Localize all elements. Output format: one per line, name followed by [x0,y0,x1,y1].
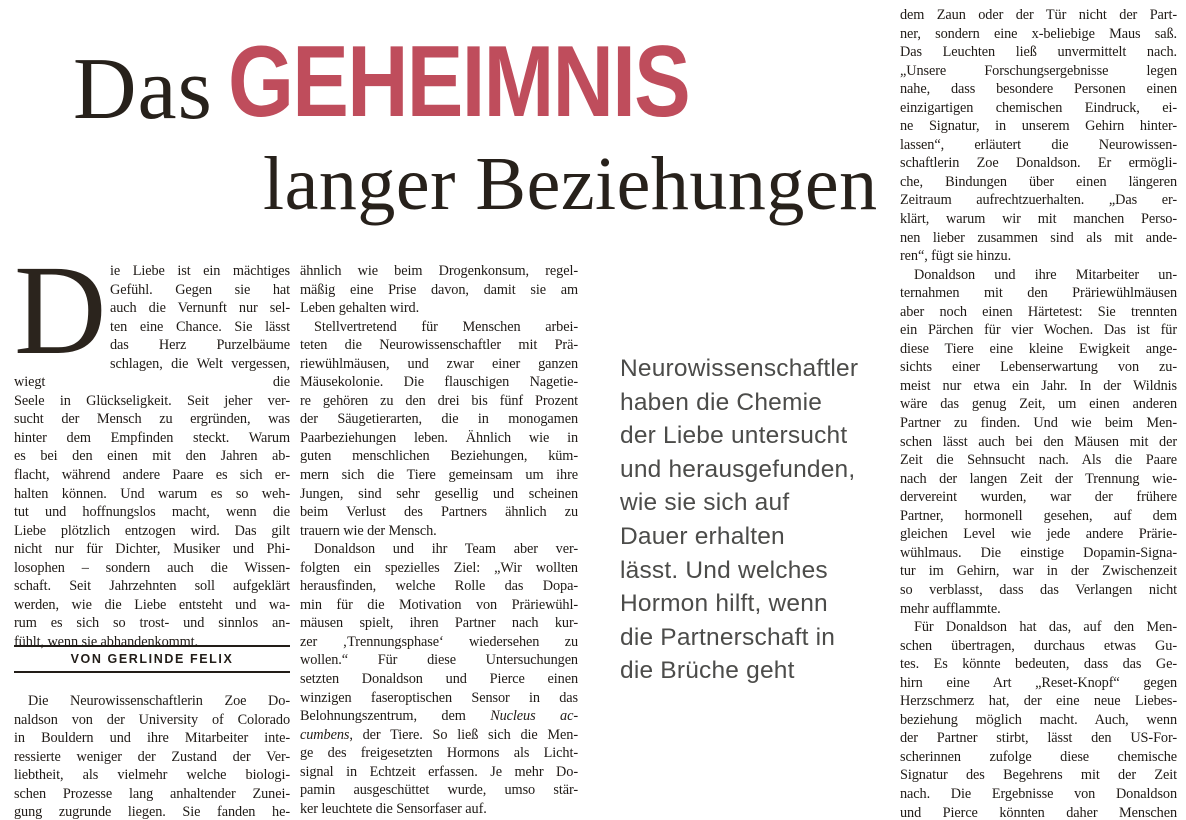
text-line: diese Tiere eine kleine Ewigkeit ange- [900,340,1177,357]
text-line: Donaldson und ihre Mitarbeiter un- [914,266,1177,283]
article-column-4 [900,6,1177,820]
text-line: guten menschlichen Beziehungen, küm- [300,448,578,465]
text-line: ne Signatur, in unserem Gehirn hinter- [900,118,1177,135]
text-line: lässt. Und welches [620,556,828,584]
text-line: nach. Die Ergebnisse von Donaldson [900,785,1177,802]
text-line: wühlmaus. Die einstige Dopamin-Signa- [900,544,1177,561]
text-line: hinter dem Empfinden steckt. Warum [14,429,290,446]
text-line: Liebe plötzlich entzogen wird. Das gilt [14,522,290,539]
text-line: ten eine Chance. Sie lässt [110,318,290,335]
text-line: losophen – sondern auch die Wissen- [14,559,290,576]
text-line: Paarbeziehungen leben. Ähnlich wie in [300,429,578,446]
text-line: ker leuchtete die Sensorfaser auf. [300,800,487,817]
text-line: nahe, dass besondere Personen einen [900,81,1177,98]
text-line: auch die Vernunft nur sel- [110,300,290,317]
text-line: herausfinden, welche Rolle das Dopa- [300,578,578,595]
text-line: beziehung möglich macht. Auch, wenn [900,711,1177,728]
text-line: aber noch einen Härtetest: Sie trennten [900,303,1177,320]
text-line: hirn eine Art „Reset-Knopf“ gegen [900,674,1177,691]
text-line: in Bouldern und ihre Mitarbeiter inte- [14,730,290,747]
text-line: Zeit die Sehnsucht nach. Als die Paare [900,452,1177,469]
article-column-1-top [14,239,290,651]
headline-word-das: Das [73,41,213,138]
text-line: schlagen, die Welt vergessen, wiegt die [14,355,290,391]
text-line: Partner, hormonell gesehen, auf dem [900,507,1177,524]
text-line: beim Verlust des Partners ähnlich zu [300,504,578,521]
text-line: schaft. Seit Jahrzehnten soll aufgeklärt [14,578,290,595]
text-line: „Unsere Forschungsergebnisse legen [900,62,1177,79]
text-line: meist nur etwa ein Jahr. In der Wildnis [900,377,1177,394]
text-line: schen Prozesse lang anhaltender Zunei- [14,785,290,802]
text-line: ge des freigesetzten Hormons als Licht- [300,745,578,762]
text-line: Stellvertretend für Menschen arbei- [314,318,578,335]
text-line: und Pierce könnten daher Menschen [900,804,1177,820]
text-line: klärt, warum wir mit manchen Perso- [900,211,1177,228]
text-line: rum es sich so trost- und sinnlos an- [14,615,290,632]
text-line: nen lieber zusammen sind als mit ande- [900,229,1177,246]
text-line: riewühlmäusen, und zwar einer ganzen [300,355,578,372]
text-line: Neurowissenschaftler [620,355,859,382]
article-column-2 [300,262,578,818]
text-line: Das Leuchten ließ unvermittelt nach. [900,44,1177,61]
pull-quote [620,352,882,688]
text-line: tes. Es könnte bedeuten, dass das Ge- [900,656,1177,673]
text-line: min für die Motivation von Präriewühl- [300,596,578,613]
text-line: das Herz Purzelbäume [110,337,290,354]
text-line: ner, sondern eine x-beliebige Maus saß. [900,25,1177,42]
headline-word-geheimnis: GEHEIMNIS [228,26,689,138]
text-line: re gehören zu den drei bis fünf Prozent [300,392,578,409]
text-line: che, Bindungen über einen längeren [900,173,1177,190]
text-line: lassen“, erläutert die Neurowissen- [900,136,1177,153]
text-line: naldson von der University of Colorado [14,711,290,728]
text-line: haben die Chemie [620,388,823,416]
text-line: Seele in Glückseligkeit. Seit jeher ver- [14,392,290,409]
text-line: tut und hoffnungslos macht, wenn die [14,504,290,521]
text-line: mäßig eine Prise davon, damit sie am [300,281,578,298]
text-line: Für Donaldson hat das, auf den Men- [914,619,1177,636]
text-line: mehr aufflammte. [900,600,1001,617]
text-line: tur im Gehirn, war in der Zwischenzeit [900,563,1177,580]
text-line: mern sich die Tiere gemeinsam um ihre [300,467,578,484]
text-line: Die Neurowissenschaftlerin Zoe Do- [28,693,290,709]
text-line: zer ‚Trennungsphase‘ wiedersehen zu [300,633,578,650]
text-line: setzten Donaldson und Pierce einen [300,671,578,688]
text-line: Donaldson und ihr Team aber ver- [314,541,578,558]
text-line: Gefühl. Gegen sie hat [110,281,290,298]
text-line: halten können. Und warum es so weh- [14,485,290,502]
text-line: Leben gehalten wird. [300,300,420,317]
text-line: und herausgefunden, [620,455,856,483]
text-line: ren“, fügt sie hinzu. [900,248,1012,265]
text-line: wäre das genug Zeit, um einen anderen [900,396,1177,413]
text-line: der Partner stirbt, lässt den US-For- [900,730,1177,747]
text-line: Jungen, sind sehr gesellig und scheinen [300,485,578,502]
text-line: ie Liebe ist ein mächtiges [110,263,290,279]
text-line: schen lässt auch bei den Mäusen mit der [900,433,1177,450]
text-line: schen übertragen, durchaus etwas Gu- [900,637,1177,654]
text-line: pamin ausgeschüttet wurde, umso stär- [300,782,578,799]
text-line: ein Pärchen für vier Wochen. Das ist für [900,322,1177,339]
text-line: ähnlich wie beim Drogenkonsum, regel- [300,263,578,279]
text-line: ressierte weniger der Zustand der Ver- [14,748,290,765]
text-line: wollen.“ Für diese Untersuchungen [300,652,578,669]
text-line: scherinnen zufolge diese chemische [900,748,1177,765]
drop-cap: D [14,239,107,381]
text-line: Belohnungszentrum, dem Nucleus ac- [300,708,578,725]
text-line: einzigartigen chemischen Eindruck, ei- [900,99,1177,116]
text-line: Herzschmerz hat, der eine neue Liebes- [900,693,1177,710]
text-line: gung zugrunde liegen. Sie fanden he- [14,804,290,820]
text-line: mäusen spielt, ihren Partner nach kur- [300,615,578,632]
text-line: Mäusekolonie. Die flauschigen Nagetie- [300,374,578,391]
text-line: sucht der Mensch zu ergründen, was [14,411,290,428]
text-line: dem Zaun oder der Tür nicht der Part- [900,7,1177,23]
text-line: nicht nur für Dichter, Musiker und Phi- [14,541,290,558]
text-line: dervereint wurden, war der frühere [900,489,1177,506]
text-line: schaftlerin Zoe Donaldson. Er ermögli- [900,155,1177,172]
text-line: trauern wie der Mensch. [300,522,437,539]
text-line: sichts einer Lebenserwartung von zu- [900,359,1177,376]
text-line: ternahmen mit den Präriewühlmäusen [900,285,1177,302]
text-line: die Brüche geht [620,657,795,685]
text-line: fühlt, wenn sie abhandenkommt. [14,633,199,650]
article-column-1-bottom [14,692,290,820]
text-line: cumbens, der Tiere. So ließ sich die Men- [300,726,578,743]
text-line: wie sie sich auf [620,489,790,517]
text-line: werden, wie die Liebe entsteht und wa- [14,596,290,613]
text-line: folgten ein spezielles Ziel: „Wir wollten [300,559,578,576]
text-line: es bei den einen mit den Jahren ab- [14,448,290,465]
text-line: Dauer erhalten [620,522,785,550]
byline: VON GERLINDE FELIX [14,645,290,673]
text-line: flacht, während andere Paare es sich er- [14,467,290,484]
text-line: der Liebe untersucht [620,422,848,450]
text-line: teten die Neurowissenschaftler mit Prä- [300,337,578,354]
text-line: signal in Echtzeit erfassen. Je mehr Do- [300,763,578,780]
text-line: so verblasst, dass das Verlangen nicht [900,581,1177,598]
text-line: gleichen Level wie jede andere Prärie- [900,526,1177,543]
text-line: Zeitraum aufrechtzuerhalten. „Das er- [900,192,1177,209]
text-line: Signatur des Begehrens mit der Zeit [900,767,1177,784]
headline-line2: langer Beziehungen [263,142,878,226]
text-line: Partner zu finden. Und wie beim Men- [900,415,1177,432]
text-line: nach der langen Zeit der Trennung wie- [900,470,1177,487]
text-line: winzigen faseroptischen Sensor in das [300,689,578,706]
text-line: die Partnerschaft in [620,623,836,651]
text-line: der Säugetierarten, die in monogamen [300,411,578,428]
text-line: Hormon hilft, wenn [620,590,828,618]
text-line: liebtheit, als vielmehr welche biologi- [14,767,290,784]
